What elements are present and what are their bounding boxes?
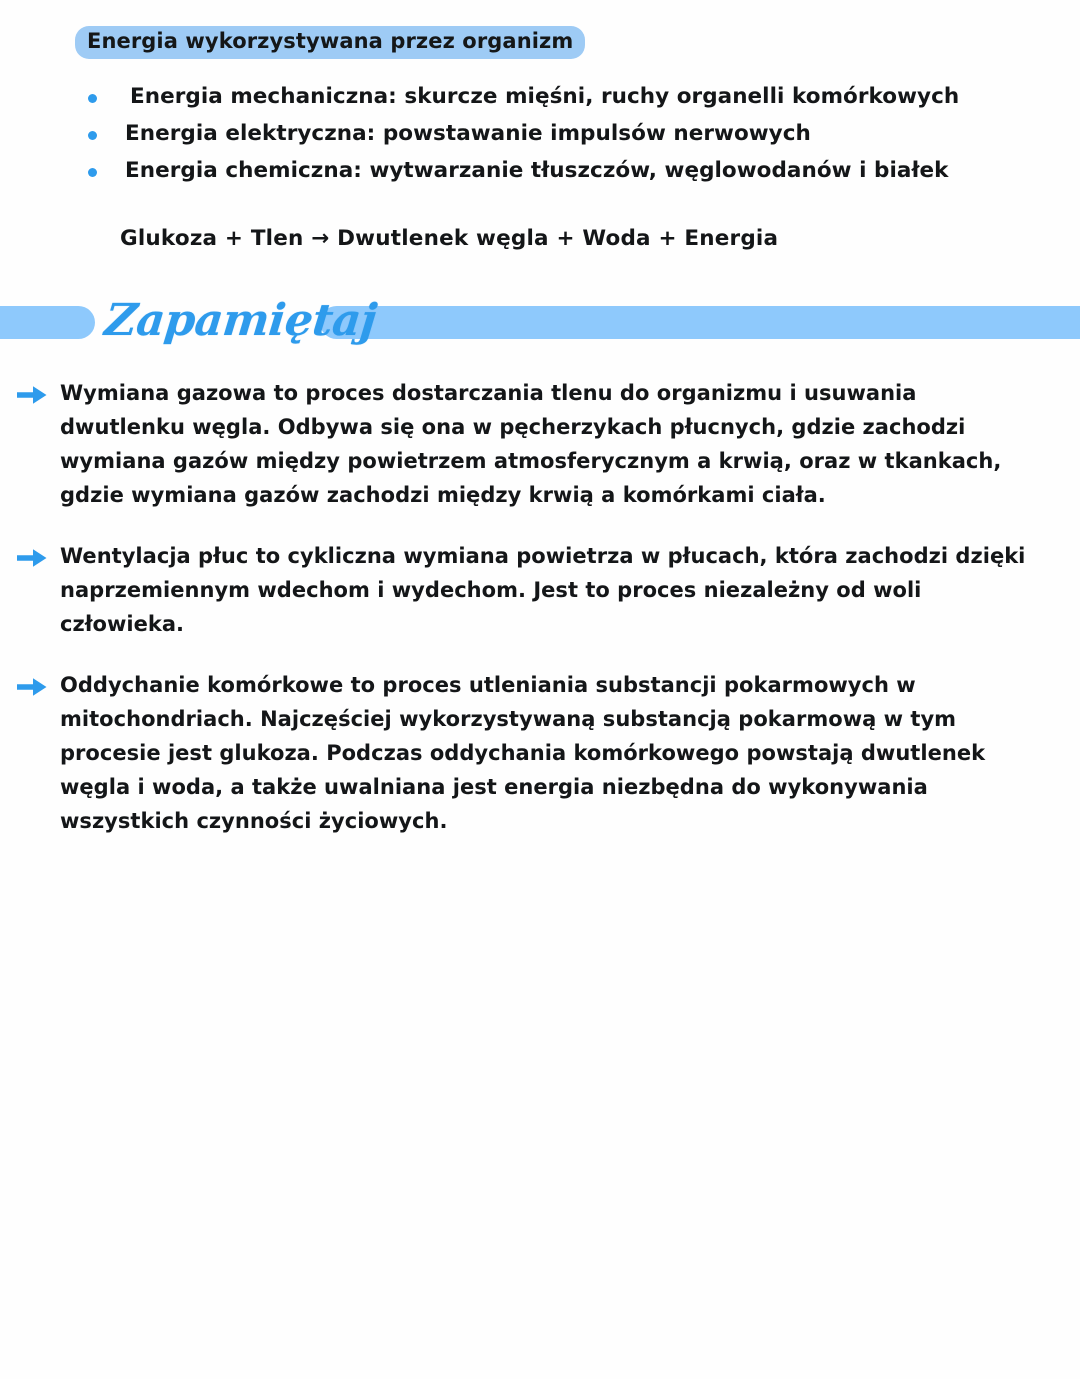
list-item-label: Energia mechaniczna: skurcze mięśni, ruchy organelli komórkowych bbox=[130, 84, 960, 109]
page-title bbox=[75, 26, 585, 59]
energy-bullet-list bbox=[88, 84, 1008, 195]
remember-banner-label: Zapamiętaj bbox=[102, 295, 379, 346]
arrow-right-icon bbox=[16, 545, 48, 571]
note-item bbox=[16, 668, 1056, 838]
note-item bbox=[16, 539, 1056, 641]
list-item bbox=[88, 84, 1008, 111]
list-item-label: Energia elektryczna: powstawanie impulsów nerwowych bbox=[125, 120, 811, 146]
bullet-dot-icon bbox=[88, 94, 97, 103]
note-text: Wymiana gazowa to proces dostarczania tlenu do organizmu i usuwania dwutlenku węgla. Odbywa się ona w pęcherzykach płucnych, gdzie zachodzi wymiana gazów między powietrzem atmosferycznym a krwią, oraz w tkankach, gdzie wymiana gazów zachodzi między krwią a komórkami ciała. bbox=[60, 381, 1002, 508]
note-text: Wentylacja płuc to cykliczna wymiana powietrza w płucach, która zachodzi dzięki naprzemiennym wdechom i wydechom. Jest to proces niezależny od woli człowieka. bbox=[60, 544, 1026, 637]
list-item-label: Energia chemiczna: wytwarzanie tłuszczów, węglowodanów i białek bbox=[125, 157, 949, 183]
banner-bar-left bbox=[0, 306, 95, 339]
remember-banner bbox=[0, 295, 1080, 346]
arrow-right-icon bbox=[16, 382, 48, 408]
respiration-equation: Glukoza + Tlen → Dwutlenek węgla + Woda + Energia bbox=[120, 226, 779, 251]
note-item bbox=[16, 376, 1056, 512]
list-item bbox=[88, 121, 1008, 148]
remember-notes-list bbox=[16, 376, 1056, 865]
bullet-dot-icon bbox=[88, 131, 97, 140]
banner-bar-right bbox=[320, 306, 1080, 339]
note-text: Oddychanie komórkowe to proces utleniania substancji pokarmowych w mitochondriach. Najczęściej wykorzystywaną substancją pokarmową w tym procesie jest glukoza. Podczas oddychania komórkowego powstają dwutlenek węgla i woda, a także uwalniana jest energia niezbędna do wykonywania wszystkich czynności życiowych. bbox=[60, 673, 986, 834]
page-title-text: Energia wykorzystywana przez organizm bbox=[75, 26, 585, 59]
bullet-dot-icon bbox=[88, 168, 97, 177]
arrow-right-icon bbox=[16, 674, 48, 700]
list-item bbox=[88, 158, 1008, 185]
